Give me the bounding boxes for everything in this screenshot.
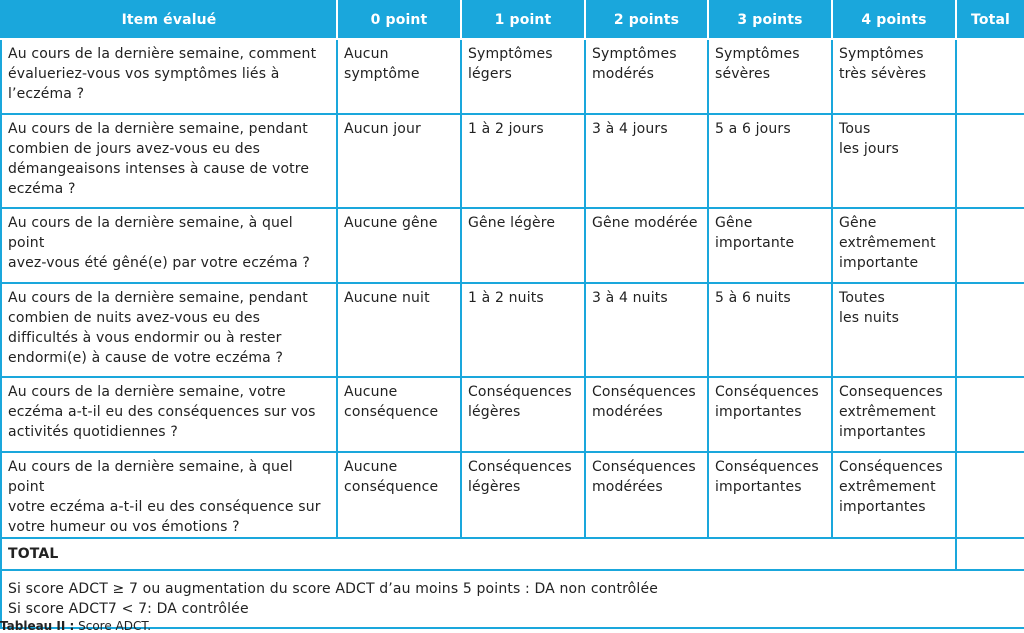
option-cell: Conséquences importantes: [708, 377, 832, 452]
table-row: [1, 283, 1024, 377]
option-cell: Tous les jours: [832, 114, 956, 208]
total-cell: [956, 377, 1024, 452]
total-label: TOTAL: [1, 538, 956, 570]
option-cell: Aucun jour: [337, 114, 461, 208]
caption-text: Score ADCT.: [74, 619, 152, 633]
table-row: [1, 452, 1024, 538]
total-cell: [956, 39, 1024, 114]
option-cell: Conséquences extrêmement importantes: [832, 452, 956, 538]
total-row: [1, 538, 1024, 570]
total-cell: [956, 452, 1024, 538]
table-row: [1, 39, 1024, 114]
question-cell: Au cours de la dernière semaine, pendant combien de jours avez-vous eu des démangeaisons intenses à cause de votre eczéma ?: [1, 114, 337, 208]
interpretation-note: [1, 570, 1024, 628]
note-line-uncontrolled: Si score ADCT ≥ 7 ou augmentation du score ADCT d’au moins 5 points : DA non contrôlée: [8, 581, 658, 597]
interpretation-row: [1, 570, 1024, 628]
option-cell: Toutes les nuits: [832, 283, 956, 377]
question-cell: Au cours de la dernière semaine, comment évalueriez-vous vos symptômes liés à l’eczéma ?: [1, 39, 337, 114]
question-cell: Au cours de la dernière semaine, pendant combien de nuits avez-vous eu des difficultés à vous endormir ou à rester endormi(e) à cause de votre eczéma ?: [1, 283, 337, 377]
option-cell: Conséquences légères: [461, 377, 585, 452]
option-cell: 1 à 2 jours: [461, 114, 585, 208]
total-cell: [956, 114, 1024, 208]
total-cell: [956, 208, 1024, 283]
option-cell: Conséquences importantes: [708, 452, 832, 538]
option-cell: Gêne importante: [708, 208, 832, 283]
option-cell: 1 à 2 nuits: [461, 283, 585, 377]
option-cell: Conséquences modérées: [585, 377, 708, 452]
header-1-point: 1 point: [461, 1, 585, 39]
option-cell: Aucune conséquence: [337, 452, 461, 538]
option-cell: Symptômes modérés: [585, 39, 708, 114]
option-cell: 3 à 4 nuits: [585, 283, 708, 377]
option-cell: 5 a 6 jours: [708, 114, 832, 208]
header-item: Item évalué: [1, 1, 337, 39]
option-cell: Conséquences légères: [461, 452, 585, 538]
option-cell: Aucun symptôme: [337, 39, 461, 114]
table-row: [1, 377, 1024, 452]
option-cell: Conséquences modérées: [585, 452, 708, 538]
question-cell: Au cours de la dernière semaine, à quel point avez-vous été gêné(e) par votre eczéma ?: [1, 208, 337, 283]
option-cell: Symptômes très sévères: [832, 39, 956, 114]
header-total: Total: [956, 1, 1024, 39]
option-cell: Symptômes légers: [461, 39, 585, 114]
option-cell: Gêne légère: [461, 208, 585, 283]
option-cell: Symptômes sévères: [708, 39, 832, 114]
header-0-point: 0 point: [337, 1, 461, 39]
option-cell: 3 à 4 jours: [585, 114, 708, 208]
header-3-points: 3 points: [708, 1, 832, 39]
question-cell: Au cours de la dernière semaine, à quel point votre eczéma a-t-il eu des conséquence sur votre humeur ou vos émotions ?: [1, 452, 337, 538]
caption-label: Tableau II :: [0, 619, 75, 633]
table-row: [1, 208, 1024, 283]
option-cell: Gêne extrêmement importante: [832, 208, 956, 283]
option-cell: Aucune nuit: [337, 283, 461, 377]
table-caption: [0, 619, 151, 633]
header-row: [1, 1, 1024, 39]
note-line-controlled: Si score ADCT7 < 7: DA contrôlée: [8, 601, 249, 617]
option-cell: 5 à 6 nuits: [708, 283, 832, 377]
option-cell: Consequences extrêmement importantes: [832, 377, 956, 452]
option-cell: Aucune conséquence: [337, 377, 461, 452]
header-2-points: 2 points: [585, 1, 708, 39]
question-cell: Au cours de la dernière semaine, votre eczéma a-t-il eu des conséquences sur vos activités quotidiennes ?: [1, 377, 337, 452]
option-cell: Gêne modérée: [585, 208, 708, 283]
total-value-cell: [956, 538, 1024, 570]
header-4-points: 4 points: [832, 1, 956, 39]
table-row: [1, 114, 1024, 208]
option-cell: Aucune gêne: [337, 208, 461, 283]
total-cell: [956, 283, 1024, 377]
